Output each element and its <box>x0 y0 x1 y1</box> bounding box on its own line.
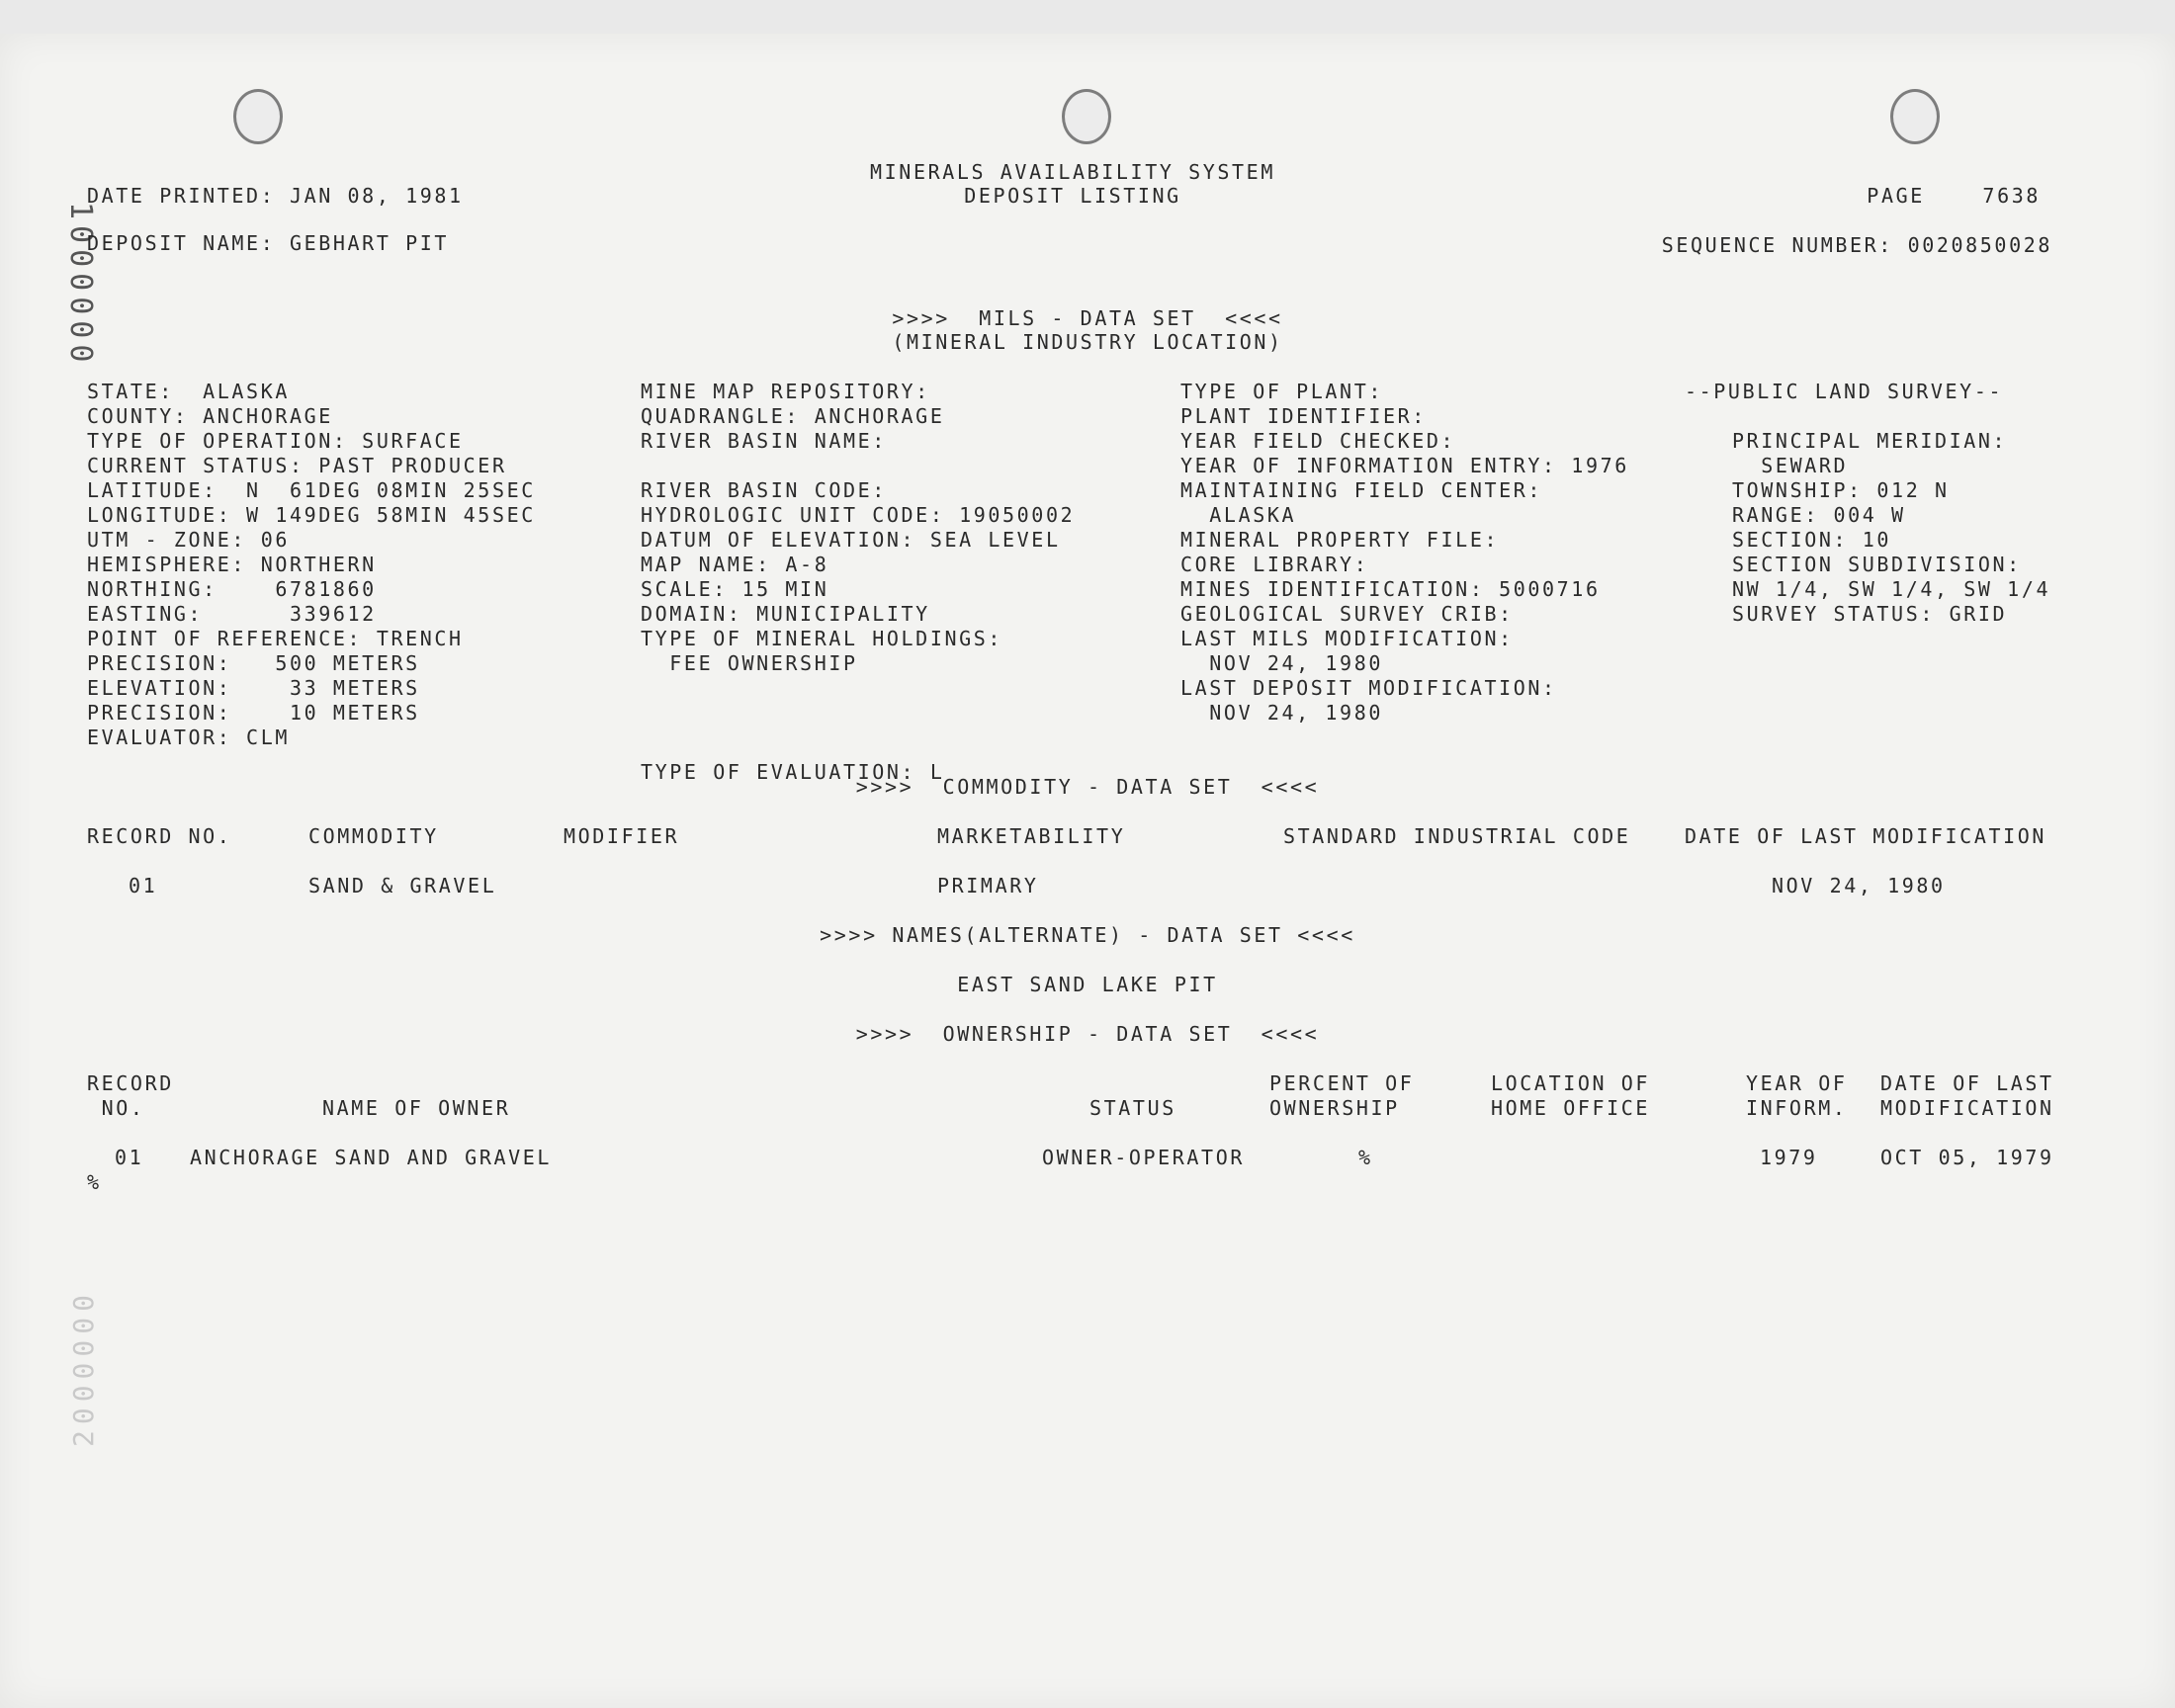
field: YEAR FIELD CHECKED: <box>1180 429 1456 453</box>
field: SEWARD <box>1732 454 1849 477</box>
col-header-sic: STANDARD INDUSTRIAL CODE <box>1283 824 1631 848</box>
field: LONGITUDE: W 149DEG 58MIN 45SEC <box>87 503 536 527</box>
field: FEE OWNERSHIP <box>641 651 858 675</box>
field: MINE MAP REPOSITORY: <box>641 380 930 403</box>
page-number: PAGE 7638 <box>1867 184 2041 208</box>
punch-hole-center <box>1062 89 1111 144</box>
col-header-location-2: HOME OFFICE <box>1491 1096 1651 1120</box>
commodity-date: NOV 24, 1980 <box>1772 874 1946 897</box>
owner-info-year: 1979 <box>1760 1146 1818 1169</box>
margin-number-top: 1000000 <box>63 202 98 369</box>
field: LATITUDE: N 61DEG 08MIN 25SEC <box>87 478 536 502</box>
field: EASTING: 339612 <box>87 602 377 626</box>
field: SECTION: 10 <box>1732 528 1892 552</box>
col-header-date: DATE OF LAST <box>1880 1071 2054 1095</box>
field: ALASKA <box>1180 503 1297 527</box>
field: RIVER BASIN NAME: <box>641 429 887 453</box>
col-header-record: RECORD <box>87 1071 174 1095</box>
col-header-marketability: MARKETABILITY <box>937 824 1126 848</box>
field: COUNTY: ANCHORAGE <box>87 404 333 428</box>
field: HYDROLOGIC UNIT CODE: 19050002 <box>641 503 1076 527</box>
field: NOV 24, 1980 <box>1180 701 1383 725</box>
ownership-section-title: >>>> OWNERSHIP - DATA SET <<<< <box>855 1022 1320 1046</box>
field: MAINTAINING FIELD CENTER: <box>1180 478 1543 502</box>
field: UTM - ZONE: 06 <box>87 528 290 552</box>
field: HEMISPHERE: NORTHERN <box>87 553 377 576</box>
field: YEAR OF INFORMATION ENTRY: 1976 <box>1180 454 1629 477</box>
date-printed: DATE PRINTED: JAN 08, 1981 <box>87 184 464 208</box>
commodity-section-title: >>>> COMMODITY - DATA SET <<<< <box>855 775 1320 799</box>
field: RANGE: 004 W <box>1732 503 1906 527</box>
margin-number-bottom: 2000000 <box>67 1289 100 1448</box>
field: PRINCIPAL MERIDIAN: <box>1732 429 2008 453</box>
owner-status: OWNER-OPERATOR <box>1042 1146 1245 1169</box>
names-section-title: >>>> NAMES(ALTERNATE) - DATA SET <<<< <box>820 923 1355 947</box>
field: MINERAL PROPERTY FILE: <box>1180 528 1500 552</box>
field: GEOLOGICAL SURVEY CRIB: <box>1180 602 1514 626</box>
col-header-percent: PERCENT OF <box>1269 1071 1415 1095</box>
field: LAST MILS MODIFICATION: <box>1180 627 1514 650</box>
field: TYPE OF PLANT: <box>1180 380 1383 403</box>
field: DATUM OF ELEVATION: SEA LEVEL <box>641 528 1061 552</box>
field: NW 1/4, SW 1/4, SW 1/4 <box>1732 577 2051 601</box>
field: CURRENT STATUS: PAST PRODUCER <box>87 454 507 477</box>
end-of-record-marker: % <box>87 1170 102 1194</box>
field: PRECISION: 500 METERS <box>87 651 420 675</box>
col-header-modifier: MODIFIER <box>564 824 680 848</box>
alternate-name: EAST SAND LAKE PIT <box>957 973 1218 996</box>
ownership-record-no: 01 <box>115 1146 144 1169</box>
field: ELEVATION: 33 METERS <box>87 676 420 700</box>
field: QUADRANGLE: ANCHORAGE <box>641 404 945 428</box>
field: POINT OF REFERENCE: TRENCH <box>87 627 464 650</box>
field: MAP NAME: A-8 <box>641 553 829 576</box>
field: TOWNSHIP: 012 N <box>1732 478 1950 502</box>
col-header-year: YEAR OF <box>1746 1071 1848 1095</box>
field: TYPE OF MINERAL HOLDINGS: <box>641 627 1003 650</box>
commodity-record-no: 01 <box>129 874 158 897</box>
field: CORE LIBRARY: <box>1180 553 1369 576</box>
field: TYPE OF OPERATION: SURFACE <box>87 429 464 453</box>
col-header-percent-2: OWNERSHIP <box>1269 1096 1400 1120</box>
field: RIVER BASIN CODE: <box>641 478 887 502</box>
col-header-location: LOCATION OF <box>1491 1071 1651 1095</box>
field: SCALE: 15 MIN <box>641 577 829 601</box>
col-header-date: DATE OF LAST MODIFICATION <box>1685 824 2047 848</box>
owner-modification-date: OCT 05, 1979 <box>1880 1146 2054 1169</box>
public-land-survey-title: --PUBLIC LAND SURVEY-- <box>1685 380 2004 403</box>
col-header-owner: NAME OF OWNER <box>322 1096 511 1120</box>
field: MINES IDENTIFICATION: 5000716 <box>1180 577 1601 601</box>
col-header-status: STATUS <box>1089 1096 1176 1120</box>
field: PLANT IDENTIFIER: <box>1180 404 1427 428</box>
field: NOV 24, 1980 <box>1180 651 1383 675</box>
col-header-date-2: MODIFICATION <box>1880 1096 2054 1120</box>
field: DOMAIN: MUNICIPALITY <box>641 602 930 626</box>
field: TYPE OF EVALUATION: L <box>641 760 945 784</box>
mils-section-subtitle: (MINERAL INDUSTRY LOCATION) <box>892 330 1283 354</box>
col-header-commodity: COMMODITY <box>308 824 439 848</box>
deposit-name: DEPOSIT NAME: GEBHART PIT <box>87 231 450 255</box>
punch-hole-right <box>1890 89 1940 144</box>
owner-percent: % <box>1358 1146 1373 1169</box>
commodity-marketability: PRIMARY <box>937 874 1039 897</box>
system-title: MINERALS AVAILABILITY SYSTEM <box>870 160 1275 184</box>
printout-page <box>0 34 2175 1708</box>
punch-hole-left <box>233 89 283 144</box>
sequence-number: SEQUENCE NUMBER: 0020850028 <box>1661 233 2052 257</box>
field: EVALUATOR: CLM <box>87 726 290 749</box>
field: NORTHING: 6781860 <box>87 577 377 601</box>
field: STATE: ALASKA <box>87 380 290 403</box>
field: SURVEY STATUS: GRID <box>1732 602 2008 626</box>
field: SECTION SUBDIVISION: <box>1732 553 2022 576</box>
mils-section-title: >>>> MILS - DATA SET <<<< <box>892 306 1283 330</box>
commodity-name: SAND & GRAVEL <box>308 874 497 897</box>
field: LAST DEPOSIT MODIFICATION: <box>1180 676 1557 700</box>
field: PRECISION: 10 METERS <box>87 701 420 725</box>
owner-name: ANCHORAGE SAND AND GRAVEL <box>190 1146 553 1169</box>
col-header-record: RECORD NO. <box>87 824 232 848</box>
col-header-year-2: INFORM. <box>1746 1096 1848 1120</box>
col-header-record-no: NO. <box>87 1096 145 1120</box>
listing-title: DEPOSIT LISTING <box>964 184 1181 208</box>
